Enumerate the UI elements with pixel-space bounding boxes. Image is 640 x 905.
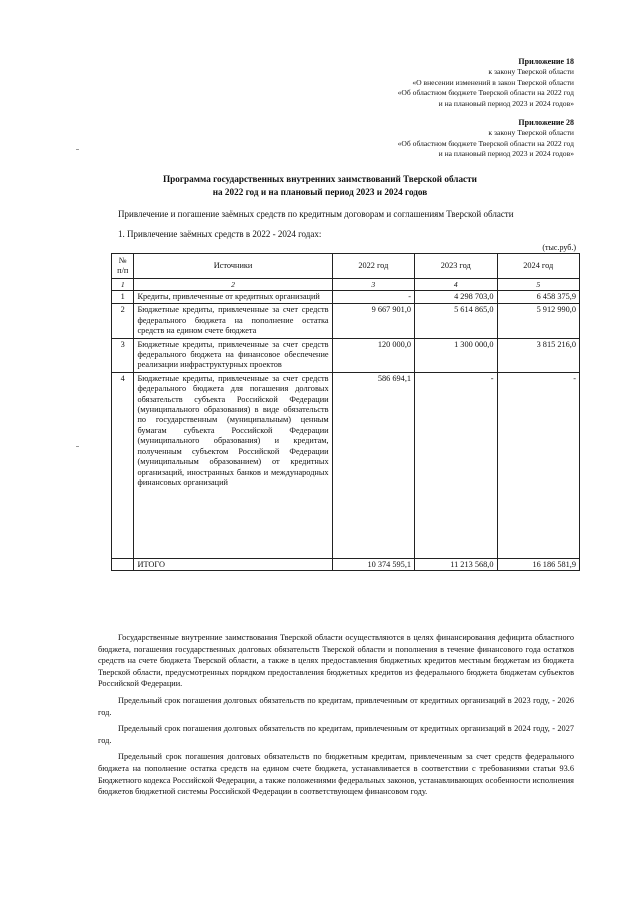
total-2024: 16 186 581,9 — [497, 558, 580, 570]
paragraph: Предельный срок погашения долговых обязательств по бюджетным кредитам, привлеченным за счет средств федерального бюджета на пополнение остатка средств на едином счете бюджета, устанавливается в соответствии с требованиями статьи 93.6 Бюджетного кодекса Российской Федерации, а также положениями федеральных законов, устанавливающих особенности исполнения бюджетов бюджетной системы Российской Федерации в соответствующем финансовом году. — [98, 752, 574, 797]
index-cell: 4 — [415, 279, 497, 291]
appendix-18-line: к закону Тверской области — [488, 67, 574, 77]
paragraph: Государственные внутренние заимствования Тверской области осуществляются в целях финансирования дефицита областного бюджета, погашения государственных долговых обязательств Тверской области и пополнения в течение финансового года остатков средств на счете бюджета Тверской области, а также в целях предоставления бюджетных кредитов местным бюджетам из бюджета Тверской области, предусмотренных порядком предоставления бюджетных кредитов из федерального бюджета бюджетам субъектов Российской Федерации. — [98, 633, 574, 689]
index-cell: 1 — [112, 279, 134, 291]
row-number: 1 — [112, 291, 134, 304]
table-total-row — [112, 558, 580, 570]
header-2023: 2023 год — [415, 254, 497, 279]
appendix-28-line: и на плановый период 2023 и 2024 годов» — [438, 149, 574, 159]
appendix-18-header — [398, 57, 574, 109]
header-2022: 2022 год — [332, 254, 414, 279]
row-number: 3 — [112, 338, 134, 372]
index-cell: 5 — [497, 279, 580, 291]
index-cell: 3 — [332, 279, 414, 291]
total-number — [112, 558, 134, 570]
row-source: Бюджетные кредиты, привлеченные за счет средств федерального бюджета для погашения долговых обязательств субъекта Российской Федерации (муниципального образования) в виде обязательств по государственным (муниципальным) ценным бумагам субъекта Российской Федерации (муниципального образования) и кредитам, полученным субъектом Российской Федерации (муниципальным образованием) от кредитных организаций, иностранных банков и международных финансовых организаций — [134, 372, 332, 558]
value-2023: 5 614 865,0 — [415, 304, 497, 338]
appendix-28-line: к закону Тверской области — [488, 128, 574, 138]
row-number: 4 — [112, 372, 134, 558]
header-source: Источники — [134, 254, 332, 279]
unit-label: (тыс.руб.) — [542, 243, 576, 252]
scan-mark — [76, 149, 79, 150]
value-2022: 9 667 901,0 — [332, 304, 414, 338]
value-2024: - — [497, 372, 580, 558]
appendix-18-title: Приложение 18 — [518, 57, 574, 66]
title-line-2: на 2022 год и на плановый период 2023 и 2024 годов — [212, 186, 428, 197]
table-row — [112, 291, 580, 304]
paragraph: Предельный срок погашения долговых обязательств по кредитам, привлеченным от кредитных организаций в 2024 году, - 2027 год. — [98, 724, 574, 745]
value-2024: 6 458 375,9 — [497, 291, 580, 304]
appendix-18-line: и на плановый период 2023 и 2024 годов» — [438, 98, 574, 108]
document-title — [100, 173, 540, 198]
total-2023: 11 213 568,0 — [415, 558, 497, 570]
value-2024: 5 912 990,0 — [497, 304, 580, 338]
row-source: Бюджетные кредиты, привлеченные за счет средств федерального бюджета на финансовое обеспечение реализации инфраструктурных проектов — [134, 338, 332, 372]
paragraph: Предельный срок погашения долговых обязательств по кредитам, привлеченным от кредитных организаций в 2023 году, - 2026 год. — [98, 695, 574, 717]
table-index-row — [112, 279, 580, 291]
row-number: 2 — [112, 304, 134, 338]
body-text — [98, 632, 574, 803]
table-row — [112, 338, 580, 372]
header-2024: 2024 год — [497, 254, 580, 279]
row-source: Бюджетные кредиты, привлеченные за счет средств федерального бюджета на пополнение остатка средств на едином счете бюджета — [134, 304, 332, 338]
value-2022: 120 000,0 — [332, 338, 414, 372]
appendix-28-line: «Об областном бюджете Тверской области на 2022 год — [397, 138, 574, 148]
appendix-18-line: «О внесении изменений в закон Тверской области — [412, 77, 574, 87]
value-2022: - — [332, 291, 414, 304]
scan-mark — [76, 446, 79, 447]
borrowing-table — [111, 253, 580, 571]
value-2022: 586 694,1 — [332, 372, 414, 558]
table-header-row — [112, 254, 580, 279]
value-2023: - — [415, 372, 497, 558]
index-cell: 2 — [134, 279, 332, 291]
title-line-1: Программа государственных внутренних заимствований Тверской области — [163, 174, 477, 184]
header-number: № п/п — [112, 254, 134, 279]
total-label: ИТОГО — [134, 558, 332, 570]
appendix-28-header — [398, 118, 574, 160]
table-row — [112, 304, 580, 338]
value-2023: 1 300 000,0 — [415, 338, 497, 372]
appendix-18-line: «Об областном бюджете Тверской области на 2022 год — [397, 88, 574, 98]
total-2022: 10 374 595,1 — [332, 558, 414, 570]
appendix-28-title: Приложение 28 — [518, 118, 574, 127]
section-heading: 1. Привлечение заёмных средств в 2022 - 2024 годах: — [118, 229, 322, 239]
value-2024: 3 815 216,0 — [497, 338, 580, 372]
document-subtitle: Привлечение и погашение заёмных средств по кредитным договорам и соглашениям Тверской области — [118, 209, 514, 219]
row-source: Кредиты, привлеченные от кредитных организаций — [134, 291, 332, 304]
value-2023: 4 298 703,0 — [415, 291, 497, 304]
table-row — [112, 372, 580, 558]
